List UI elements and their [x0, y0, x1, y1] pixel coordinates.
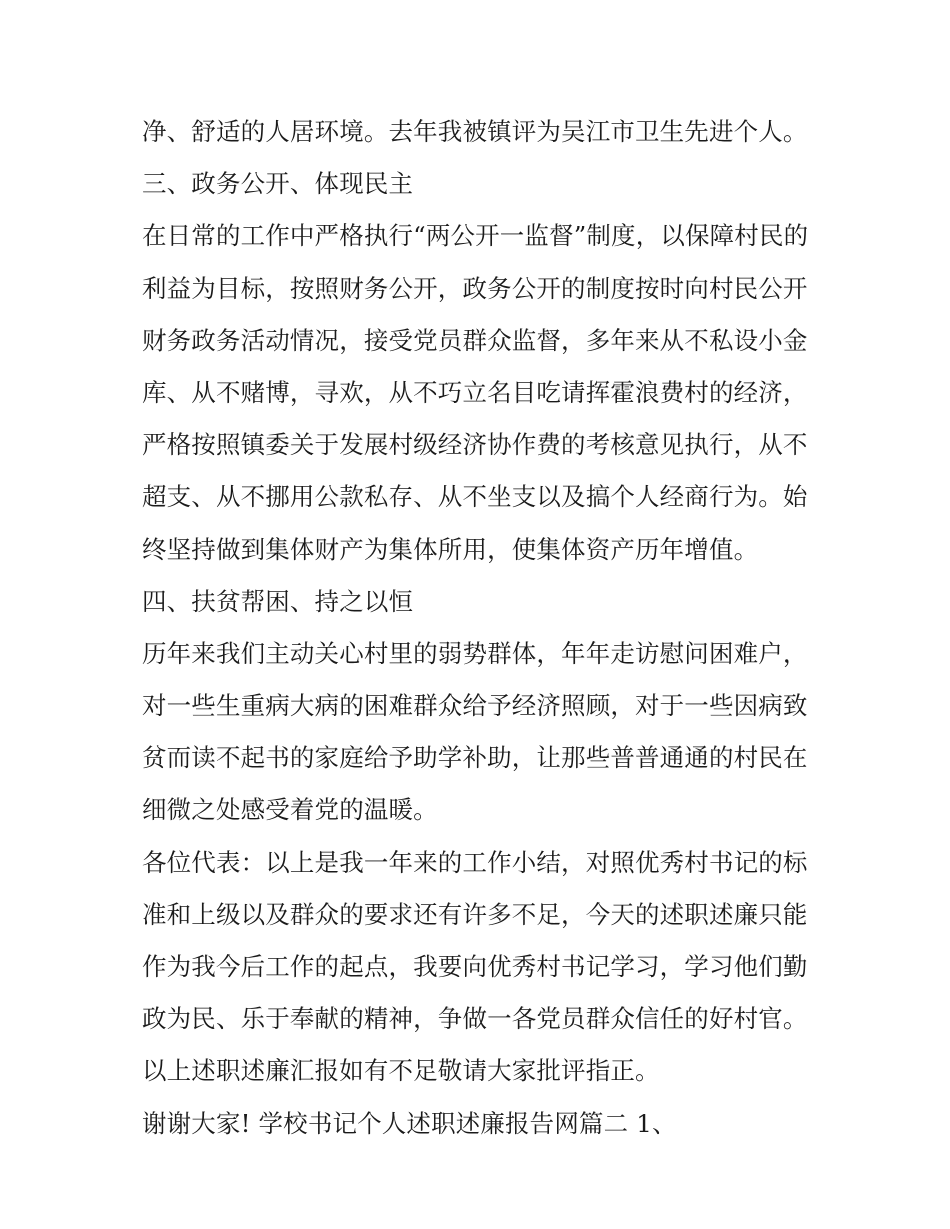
text-line: 谢谢大家! 学校书记个人述职述廉报告网篇二 1、	[142, 1108, 677, 1138]
text-line: 财务政务活动情况，接受党员群众监督，多年来从不私设小金	[142, 325, 808, 355]
text-line: 准和上级以及群众的要求还有许多不足，今天的述职述廉只能	[142, 899, 808, 929]
section-heading: 四、扶贫帮困、持之以恒	[142, 586, 414, 616]
text-line: 库、从不赌博，寻欢，从不巧立名目吃请挥霍浪费村的经济，	[142, 377, 808, 407]
text-line: 以上述职述廉汇报如有不足敬请大家批评指正。	[142, 1056, 660, 1086]
text-line: 贫而读不起书的家庭给予助学补助，让那些普普通通的村民在	[142, 743, 808, 773]
section-heading: 三、政务公开、体现民主	[142, 169, 414, 199]
text-line: 利益为目标，按照财务公开，政务公开的制度按时向村民公开	[142, 273, 808, 303]
text-line: 在日常的工作中严格执行“两公开一监督”制度，以保障村民的	[142, 221, 809, 251]
text-line: 历年来我们主动关心村里的弱势群体，年年走访慰问困难户，	[142, 638, 808, 668]
text-line: 作为我今后工作的起点，我要向优秀村书记学习，学习他们勤	[142, 952, 808, 981]
text-line: 净、舒适的人居环境。去年我被镇评为吴江市卫生先进个人。	[142, 117, 808, 146]
text-line: 细微之处感受着党的温暖。	[142, 795, 438, 825]
text-line: 终坚持做到集体财产为集体所用，使集体资产历年增值。	[142, 534, 759, 564]
document-body	[142, 106, 814, 1150]
text-line: 政为民、乐于奉献的精神，争做一各党员群众信任的好村官。	[142, 1004, 808, 1034]
text-line: 超支、从不挪用公款私存、从不坐支以及搞个人经商行为。始	[142, 482, 808, 512]
text-line: 严格按照镇委关于发展村级经济协作费的考核意见执行，从不	[142, 430, 808, 460]
text-line: 各位代表：以上是我一年来的工作小结，对照优秀村书记的标	[142, 847, 808, 877]
text-line: 对一些生重病大病的困难群众给予经济照顾，对于一些因病致	[142, 691, 808, 721]
